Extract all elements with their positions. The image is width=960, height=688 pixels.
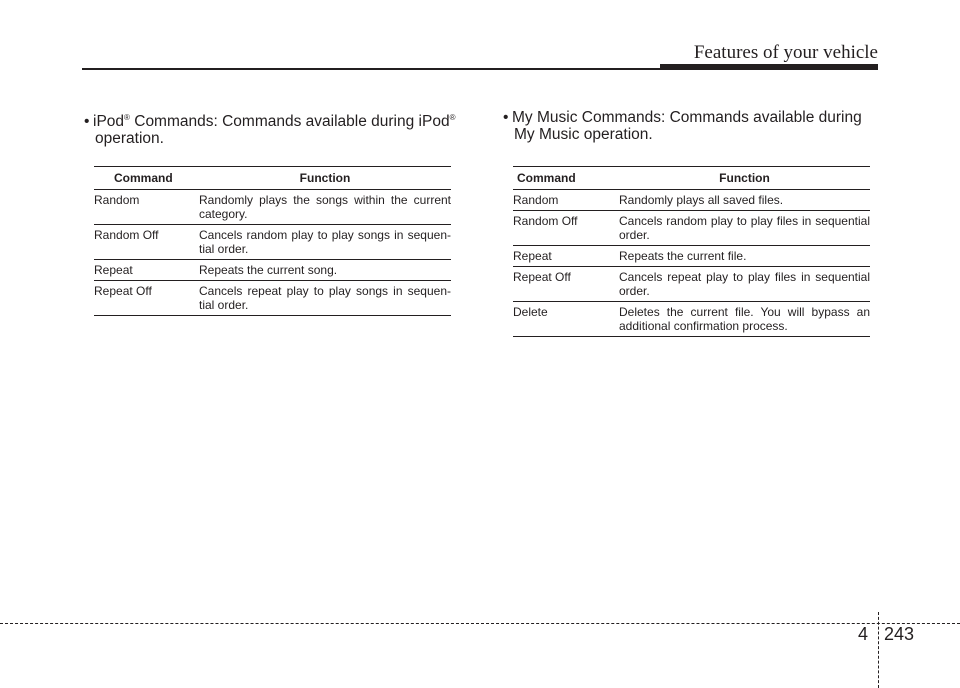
page-number: 243	[884, 624, 915, 644]
my-music-commands-intro	[503, 109, 881, 143]
intro-text-my-music: My Music Commands: Commands available during	[512, 109, 862, 126]
function-text: Cancels random play to play songs in sequen-tial order.	[199, 228, 451, 256]
chapter-number: 4	[858, 624, 869, 644]
function-text: Randomly plays the songs within the current category.	[199, 193, 451, 221]
table-row	[94, 190, 451, 225]
command-cell: Repeat Off	[94, 281, 199, 316]
ipod-commands-intro	[84, 109, 462, 147]
function-text: Repeats the current file.	[619, 249, 747, 263]
ipod-commands-table	[94, 166, 451, 316]
command-cell: Repeat	[94, 260, 199, 281]
section-header-title: Features of your vehicle	[693, 42, 878, 63]
column-header-command: Command	[94, 167, 199, 190]
table-row	[513, 246, 870, 267]
intro-text-operation: My Music operation.	[514, 126, 653, 143]
function-cell	[199, 281, 451, 316]
table-row	[513, 267, 870, 302]
table-row	[513, 302, 870, 337]
intro-text-commands: Commands: Commands available during iPod	[129, 113, 450, 130]
table-row	[94, 225, 451, 260]
table-row	[94, 260, 451, 281]
column-header-function: Function	[199, 167, 451, 190]
function-text: Repeats the current song.	[199, 263, 338, 277]
table-header-row	[94, 167, 451, 190]
function-text: Deletes the current file. You will bypass an additional confirmation process.	[619, 305, 870, 333]
function-text: Cancels repeat play to play songs in sequen-tial order.	[199, 284, 451, 312]
function-text: Randomly plays all saved files.	[619, 193, 784, 207]
header-rule-accent	[660, 64, 878, 70]
command-cell: Repeat Off	[513, 267, 619, 302]
table-header-row	[513, 167, 870, 190]
my-music-commands-table	[513, 166, 870, 337]
table-row	[513, 190, 870, 211]
function-cell	[619, 302, 870, 337]
function-cell	[199, 190, 451, 225]
intro-text-ipod: iPod	[93, 113, 125, 130]
footer-dashed-rule	[0, 623, 960, 624]
function-cell	[199, 260, 451, 281]
bullet: •	[503, 109, 509, 126]
command-cell: Random Off	[513, 211, 619, 246]
function-cell	[619, 211, 870, 246]
footer-dashed-divider	[878, 612, 879, 688]
intro-text-operation: operation.	[95, 130, 164, 147]
function-text: Cancels random play to play files in sequential order.	[619, 214, 870, 242]
registered-mark: ®	[449, 113, 456, 122]
function-cell	[619, 267, 870, 302]
command-cell: Random Off	[94, 225, 199, 260]
function-cell	[619, 246, 870, 267]
column-header-command: Command	[513, 167, 619, 190]
registered-mark: ®	[124, 113, 130, 122]
function-text: Cancels repeat play to play files in sequential order.	[619, 270, 870, 298]
function-cell	[199, 225, 451, 260]
column-header-function: Function	[619, 167, 870, 190]
function-cell	[619, 190, 870, 211]
command-cell: Delete	[513, 302, 619, 337]
table-row	[513, 211, 870, 246]
command-cell: Random	[94, 190, 199, 225]
command-cell: Random	[513, 190, 619, 211]
table-row	[94, 281, 451, 316]
command-cell: Repeat	[513, 246, 619, 267]
bullet: •	[84, 113, 90, 130]
